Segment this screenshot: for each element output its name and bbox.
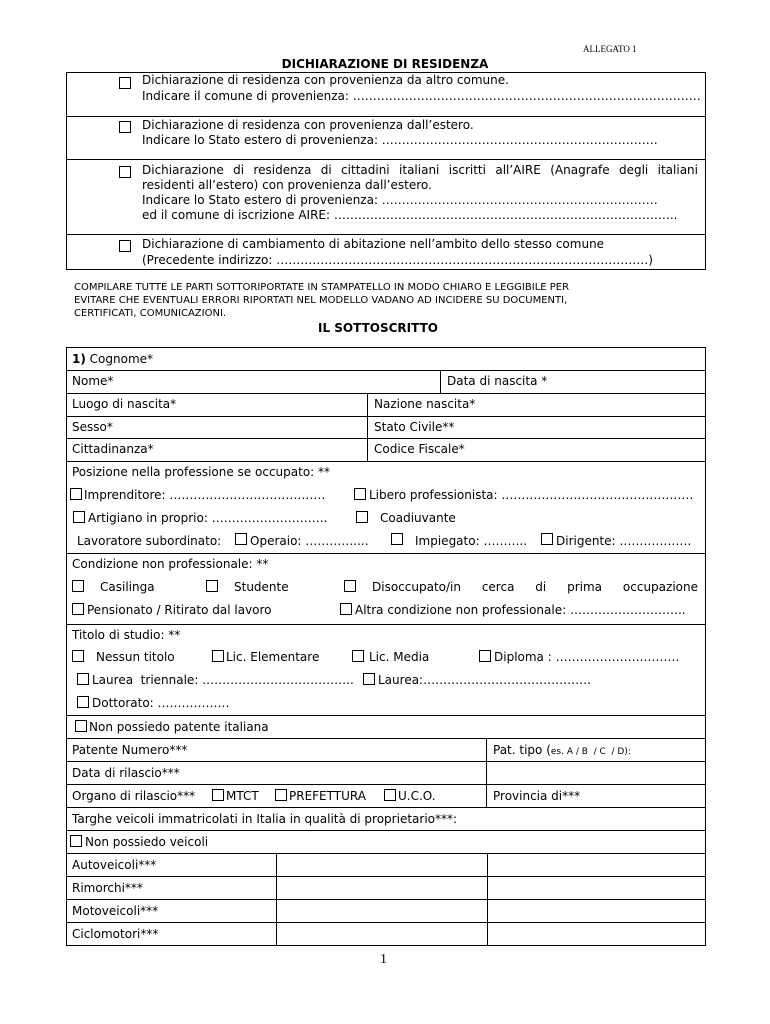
- mtct-label: MTCT: [226, 789, 259, 803]
- data-nascita-label: Data di nascita *: [447, 374, 548, 388]
- disoccupato-word: Disoccupato/in: [372, 580, 461, 594]
- autoveicoli-label: Autoveicoli***: [72, 858, 157, 872]
- motoveicoli-label: Motoveicoli***: [72, 904, 159, 918]
- row-divider: [66, 738, 706, 739]
- row-divider: [66, 438, 706, 439]
- lavoratore-label: Lavoratore subordinato:: [77, 534, 222, 548]
- divider: [66, 234, 706, 235]
- stato-civile-label: Stato Civile**: [374, 420, 455, 434]
- row-divider: [66, 784, 706, 785]
- col-divider: [276, 853, 277, 946]
- laurea-checkbox[interactable]: [363, 673, 375, 685]
- prefettura-checkbox[interactable]: [275, 789, 287, 801]
- col-divider: [367, 393, 368, 461]
- row-divider: [66, 853, 706, 854]
- row-divider: [66, 761, 706, 762]
- libero-professionista-label: Libero professionista: …………………………………………: [369, 488, 694, 502]
- option-estero-field: Indicare lo Stato estero di provenienza: ……………………………………………………………: [142, 133, 658, 147]
- luogo-nascita-label: Luogo di nascita*: [72, 397, 177, 411]
- option-cambio-text: Dichiarazione di cambiamento di abitazione nell’ambito dello stesso comune: [142, 237, 605, 251]
- row-divider: [66, 393, 706, 394]
- artigiano-label: Artigiano in proprio: ………………………..: [88, 511, 328, 525]
- col-divider: [486, 738, 487, 807]
- dottorato-label: Dottorato: ………………: [92, 696, 230, 710]
- sesso-label: Sesso*: [72, 420, 113, 434]
- allegato-label: ALLEGATO 1: [583, 44, 637, 54]
- col-divider: [440, 370, 441, 393]
- option-cambio-field: (Precedente indirizzo: …………………………………………………………………………………): [142, 253, 653, 267]
- disoccupato-word: cerca: [481, 580, 515, 594]
- non-patente-label: Non possiedo patente italiana: [89, 720, 269, 734]
- operaio-label: Operaio: …………....: [250, 534, 369, 548]
- row-divider: [66, 715, 706, 716]
- non-patente-checkbox[interactable]: [75, 720, 87, 732]
- diploma-label: Diploma : ………………….………: [494, 650, 680, 664]
- professione-title: Posizione nella professione se occupato: **: [72, 465, 331, 479]
- laurea-triennale-label: Laurea triennale: ………………………………..: [92, 673, 354, 687]
- coadiuvante-label: Coadiuvante: [380, 511, 456, 525]
- row-divider: [66, 807, 706, 808]
- imprenditore-checkbox[interactable]: [70, 488, 82, 500]
- lic-elementare-checkbox[interactable]: [212, 650, 224, 662]
- row-divider: [66, 461, 706, 462]
- option-aire-comune-field: ed il comune di iscrizione AIRE: …………………………………………………………………………..: [142, 208, 678, 222]
- row-divider: [66, 370, 706, 371]
- option-altro-comune-field: Indicare il comune di provenienza: ……………………………………………………………………………: [142, 89, 701, 103]
- provincia-label: Provincia di***: [493, 789, 581, 803]
- row-divider: [66, 922, 706, 923]
- row-divider: [66, 553, 706, 554]
- instructions-note: COMPILARE TUTTE LE PARTI SOTTORIPORTATE IN STAMPATELLO IN MODO CHIARO E LEGGIBILE PER EVITARE CHE EVENTUALI ERRORI RIPORTATI NEL MODELLO VADANO AD INCIDERE SU DOCUMENTI, CERTIFICATI, COMUNICAZIONI.: [74, 282, 570, 319]
- row-divider: [66, 876, 706, 877]
- pensionato-label: Pensionato / Ritirato dal lavoro: [87, 603, 272, 617]
- rimorchi-label: Rimorchi***: [72, 881, 143, 895]
- lic-elementare-label: Lic. Elementare: [226, 650, 320, 664]
- patente-numero-label: Patente Numero***: [72, 743, 188, 757]
- cognome-label: Cognome*: [85, 352, 154, 366]
- artigiano-checkbox[interactable]: [73, 511, 85, 523]
- codice-fiscale-label: Codice Fiscale*: [374, 442, 465, 456]
- studente-label: Studente: [234, 580, 289, 594]
- coadiuvante-checkbox[interactable]: [356, 511, 368, 523]
- nessun-titolo-checkbox[interactable]: [72, 650, 84, 662]
- casilinga-checkbox[interactable]: [72, 580, 84, 592]
- imprenditore-label: Imprenditore: …………………………………: [84, 488, 326, 502]
- nessun-titolo-label: Nessun titolo: [96, 650, 175, 664]
- operaio-checkbox[interactable]: [235, 533, 247, 545]
- condizione-title: Condizione non professionale: **: [72, 557, 269, 571]
- divider: [66, 116, 706, 117]
- studente-checkbox[interactable]: [206, 580, 218, 592]
- dirigente-label: Dirigente: ………………: [556, 534, 692, 548]
- section-title: IL SOTTOSCRITTO: [318, 321, 438, 335]
- pat-tipo-end: ):: [624, 747, 631, 757]
- row-divider: [66, 624, 706, 625]
- pensionato-checkbox[interactable]: [72, 603, 84, 615]
- cognome-number: 1): [72, 352, 86, 366]
- pat-tipo-label: [493, 743, 631, 760]
- altra-condizione-checkbox[interactable]: [340, 603, 352, 615]
- disoccupato-word: occupazione: [622, 580, 698, 594]
- titolo-title: Titolo di studio: **: [72, 628, 181, 642]
- mtct-checkbox[interactable]: [212, 789, 224, 801]
- page-number: 1: [380, 952, 387, 967]
- option-altro-comune-checkbox[interactable]: [119, 77, 131, 89]
- diploma-checkbox[interactable]: [479, 650, 491, 662]
- non-veicoli-label: Non possiedo veicoli: [85, 835, 209, 849]
- nazione-nascita-label: Nazione nascita*: [374, 397, 476, 411]
- nome-label: Nome*: [72, 374, 114, 388]
- option-cambio-abitazione-checkbox[interactable]: [119, 240, 131, 252]
- row-divider: [66, 899, 706, 900]
- option-aire-stato-field: Indicare lo Stato estero di provenienza: ……………………………………………………………: [142, 193, 658, 207]
- impiegato-checkbox[interactable]: [391, 533, 403, 545]
- laurea-triennale-checkbox[interactable]: [77, 673, 89, 685]
- pat-tipo-text: Pat. tipo (: [493, 743, 551, 757]
- pat-tipo-examples: es. A / B / C / D: [550, 747, 625, 757]
- dirigente-checkbox[interactable]: [541, 533, 553, 545]
- non-veicoli-checkbox[interactable]: [70, 835, 82, 847]
- lic-media-label: Lic. Media: [369, 650, 430, 664]
- disoccupato-word: di: [535, 580, 547, 594]
- dottorato-checkbox[interactable]: [77, 696, 89, 708]
- laurea-label: Laurea:……………………………………: [378, 673, 592, 687]
- cognome-field[interactable]: [72, 352, 153, 367]
- cittadinanza-label: Cittadinanza*: [72, 442, 154, 456]
- data-rilascio-label: Data di rilascio***: [72, 766, 180, 780]
- libero-professionista-checkbox[interactable]: [354, 488, 366, 500]
- page-title: DICHIARAZIONE DI RESIDENZA: [281, 57, 489, 71]
- casilinga-label: Casilinga: [100, 580, 155, 594]
- option-aire-checkbox[interactable]: [119, 166, 131, 178]
- organo-rilascio-label: Organo di rilascio***: [72, 789, 196, 803]
- disoccupato-word: prima: [567, 580, 603, 594]
- impiegato-label: Impiegato: ………..: [415, 534, 528, 548]
- option-altro-comune-text: Dichiarazione di residenza con provenienza da altro comune.: [142, 73, 509, 87]
- row-divider: [66, 830, 706, 831]
- option-estero-text: Dichiarazione di residenza con provenienza dall’estero.: [142, 118, 474, 132]
- disoccupato-checkbox[interactable]: [344, 580, 356, 592]
- uco-checkbox[interactable]: [384, 789, 396, 801]
- targhe-label: Targhe veicoli immatricolati in Italia in qualità di proprietario***:: [72, 812, 458, 826]
- disoccupato-label: [372, 580, 698, 595]
- ciclomotori-label: Ciclomotori***: [72, 927, 159, 941]
- divider: [66, 159, 706, 160]
- col-divider: [487, 853, 488, 946]
- lic-media-checkbox[interactable]: [352, 650, 364, 662]
- prefettura-label: PREFETTURA: [289, 789, 366, 803]
- row-divider: [66, 416, 706, 417]
- altra-condizione-label: Altra condizione non professionale: ………………………..: [355, 603, 686, 617]
- uco-label: U.C.O.: [398, 789, 436, 803]
- form-box: [66, 347, 706, 946]
- option-aire-text: Dichiarazione di residenza di cittadini italiani iscritti all’AIRE (Anagrafe degli italiani: [142, 163, 698, 177]
- option-estero-checkbox[interactable]: [119, 121, 131, 133]
- option-aire-text-2: residenti all’estero) con provenienza dall’estero.: [142, 178, 432, 192]
